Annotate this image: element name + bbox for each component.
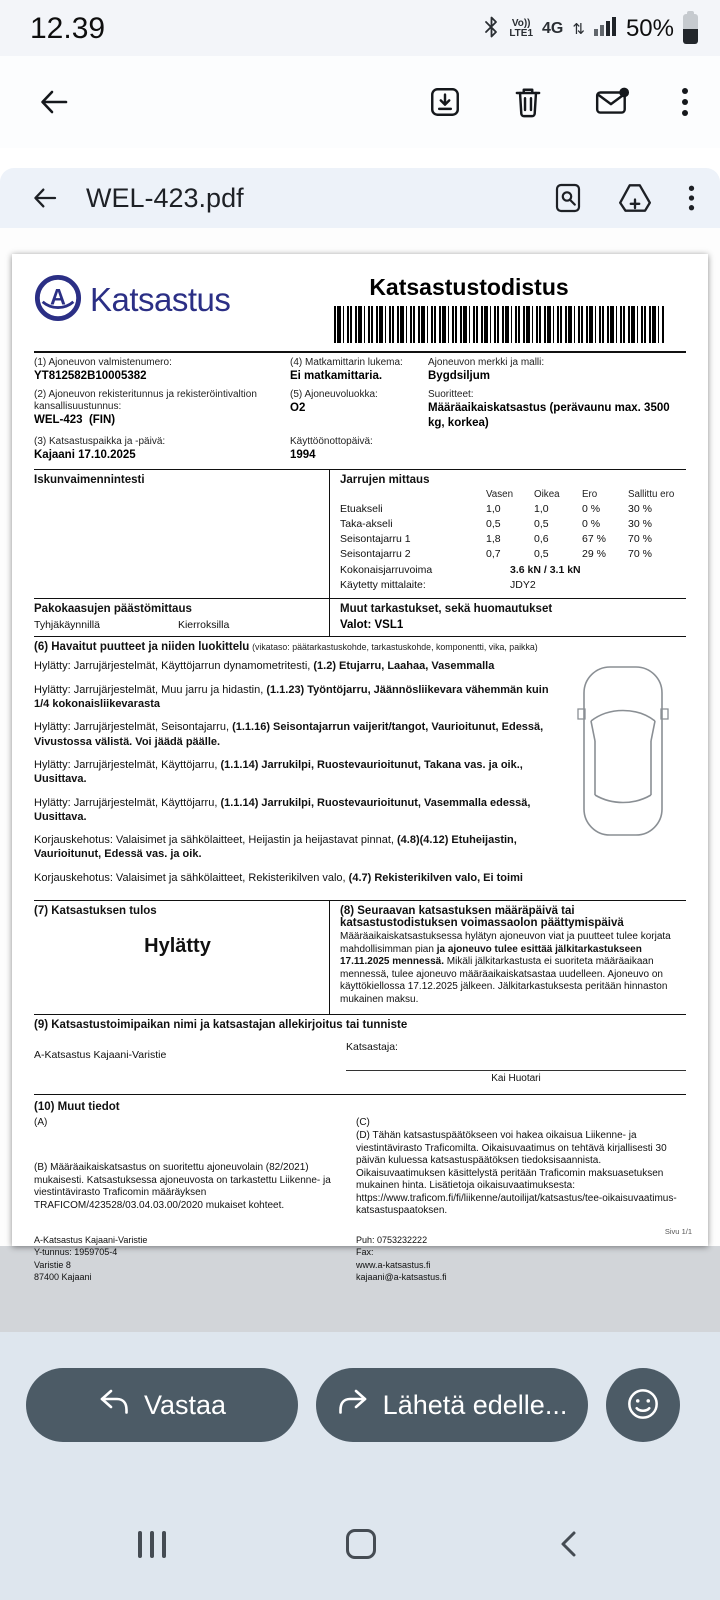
nav-back-button[interactable]	[556, 1529, 582, 1559]
car-diagram	[564, 659, 686, 894]
other-info-title: (10) Muut tiedot	[34, 1101, 120, 1114]
brake-cell: 29 %	[582, 548, 606, 561]
svg-text:A: A	[50, 284, 66, 310]
mail-unread-button[interactable]	[594, 86, 630, 118]
clock: 12.39	[30, 12, 106, 45]
field-label: (5) Ajoneuvoluokka:	[290, 389, 378, 401]
bluetooth-icon	[483, 15, 500, 44]
pdf-toolbar	[0, 168, 720, 228]
delete-button[interactable]	[512, 85, 544, 119]
reply-label: Vastaa	[143, 1389, 227, 1420]
brake-cell: 1,8	[486, 533, 501, 546]
shock-test-title: Iskunvaimennintesti	[34, 473, 145, 486]
emissions-section	[34, 599, 686, 637]
defects-section	[34, 637, 686, 901]
signature-line	[346, 1053, 686, 1071]
revs-label: Kierroksilla	[177, 619, 230, 632]
brake-cell: 30 %	[628, 502, 652, 515]
defect-item: Hylätty: Jarrujärjestelmät, Käyttöjarru, (1.1.14) Jarrukilpi, Ruostevaurioitunut, Vasemmalla edessä, Uusittava.	[34, 796, 531, 823]
place-date-value: Kajaani 17.10.2025	[34, 449, 136, 462]
brake-cell: 67 %	[582, 533, 606, 546]
brake-cell: 0 %	[582, 517, 601, 530]
brake-cell: 0,5	[534, 548, 549, 561]
network-type: 4G	[542, 20, 564, 37]
download-button[interactable]	[428, 85, 462, 119]
barcode	[334, 306, 664, 343]
brake-cell: 1,0	[486, 502, 501, 515]
brake-cell: 0,5	[534, 517, 549, 530]
inspection-result: Hylätty	[144, 935, 211, 958]
brake-section	[34, 470, 686, 600]
brand-name: Katsastus	[90, 280, 231, 318]
service-value: Määräaikaiskatsastus (perävaunu max. 3500 kg, korkea)	[428, 402, 673, 429]
result-title: (7) Katsastuksen tulos	[34, 905, 157, 918]
make-value: Bygdsiljum	[428, 370, 490, 382]
find-in-page-button[interactable]	[553, 182, 583, 214]
pdf-more-button[interactable]	[687, 183, 696, 213]
footer-line: Varistie 8	[34, 1259, 71, 1270]
defect-item: Hylätty: Jarrujärjestelmät, Muu jarru ja hidastin, (1.1.23) Työntöjarru, Jäännösliikevara vähemmän kuin 1/4 kokonaisliikevarasta	[34, 683, 549, 711]
brake-cell: 70 %	[628, 533, 652, 546]
bottom-action-sheet	[0, 1332, 720, 1600]
note-c: (C)	[356, 1117, 370, 1129]
footer-line: Fax:	[356, 1247, 374, 1258]
brake-col-header: Vasen	[486, 488, 514, 500]
document-title: Katsastustodistus	[369, 274, 569, 300]
field-label: (4) Matkamittarin lukema:	[290, 357, 403, 368]
volte-indicator: Vo)) LTE1	[509, 18, 534, 39]
brake-cell: 0,7	[486, 548, 501, 561]
other-info-section	[34, 1095, 686, 1218]
total-brake-label: Kokonaisjarruvoima	[340, 563, 433, 576]
brake-cell: 0,5	[486, 517, 501, 530]
next-inspection-title: (8) Seuraavan katsastuksen määräpäivä tai katsastustodistuksen voimassaolon päättymispäivä	[340, 905, 624, 930]
brake-measure-title: Jarrujen mittaus	[340, 473, 430, 486]
forward-icon	[337, 1387, 369, 1424]
data-arrows-icon: ⇅	[572, 21, 585, 38]
field-label: Suoritteet:	[428, 389, 474, 401]
document-footer	[34, 1234, 686, 1284]
field-label: (2) Ajoneuvon rekisteritunnus ja rekisteröintivaltion kansallisuustunnus:	[34, 389, 257, 413]
device-label: Käytetty mittalaite:	[340, 579, 426, 592]
note-b: (B) Määräaikaiskatsastus on suoritettu ajoneuvolain (82/2021) mukaisesti. Katsastuksessa ajoneuvosta on tarkastettu Liikenne- ja viestintävirasto Traficomin määräyksen TRAFICOM/423528/03.04.03.00/2020 mukaiset kohteet.	[34, 1162, 331, 1211]
brake-cell: 1,0	[534, 502, 549, 515]
navigation-bar	[0, 1488, 720, 1600]
field-label: (3) Katsastuspaikka ja -päivä:	[34, 436, 166, 448]
field-label: (1) Ajoneuvon valmistenumero:	[34, 357, 172, 368]
footer-line: Y-tunnus: 1959705-4	[34, 1247, 118, 1258]
reply-icon	[98, 1387, 130, 1424]
emissions-title: Pakokaasujen päästömittaus	[34, 603, 192, 616]
defect-item: Hylätty: Jarrujärjestelmät, Käyttöjarru, (1.1.14) Jarrukilpi, Ruostevaurioitunut, Takana vas. ja oik., Uusittava.	[34, 758, 523, 786]
defect-item: Korjauskehotus: Valaisimet ja sähkölaitteet, Heijastin ja heijastavat pinnat, (4.8)(4.12) Etuheijastin, Vaurioitunut, Edessä vas. ja oik.	[34, 834, 517, 861]
signature-section	[34, 1015, 686, 1095]
emoji-icon	[622, 1383, 664, 1428]
forward-button[interactable]	[316, 1368, 588, 1442]
inspector-label: Katsastaja:	[346, 1041, 398, 1054]
defects-title: (6) Havaitut puutteet ja niiden luokittelu	[34, 641, 250, 654]
document-header	[34, 274, 686, 353]
brake-col-header: Oikea	[534, 488, 560, 500]
result-section	[34, 901, 686, 1015]
signal-bars-icon	[594, 15, 617, 43]
odometer-value: Ei matkamittaria.	[290, 370, 383, 382]
note-d: (D) Tähän katsastuspäätökseen voi hakea oikaisua Liikenne- ja viestintävirasto Traficomilta. Oikaisuvaatimus on tehtävä kirjallisesti 30 päivän kuluessa katsastuspäätöksen tiedoksisaannista. Oikaisuvaatimuksen käsittelystä peritään Traficomin maksuasetuksen mukainen hinta. Lisätietoja oikaisuvaatimuksesta: https://www.traficom.fi/fi/liikenne/autoilijat/katsastus/tee-oikaisuvaatimus-katsastuspaatoksen.	[356, 1130, 677, 1217]
footer-line: 87400 Kajaani	[34, 1272, 92, 1283]
other-checks-title: Muut tarkastukset, sekä huomautukset	[340, 603, 553, 616]
katsastus-logo-icon	[34, 274, 82, 325]
station-name: A-Katsastus Kajaani-Varistie	[34, 1049, 167, 1062]
device-value: JDY2	[510, 579, 536, 592]
vin-value: YT812582B10005382	[34, 370, 147, 382]
footer-line: Puh: 0753232222	[356, 1234, 428, 1245]
brake-table	[340, 488, 686, 563]
first-use-value: 1994	[290, 449, 316, 462]
brake-cell: 70 %	[628, 548, 652, 561]
total-brake-value: 3.6 kN / 3.1 kN	[510, 563, 581, 576]
brake-col-header: Ero	[582, 488, 598, 500]
field-label: Käyttöönottopäivä:	[290, 436, 373, 448]
pdf-back-button[interactable]	[30, 183, 60, 213]
brake-row-label: Taka-akseli	[340, 517, 393, 530]
battery-percent: 50%	[625, 15, 674, 42]
brake-col-header: Sallittu ero	[628, 488, 675, 500]
pdf-page	[12, 254, 708, 1283]
footer-line: A-Katsastus Kajaani-Varistie	[34, 1234, 148, 1245]
idle-label: Tyhjäkäynnillä	[34, 619, 100, 632]
field-label: Ajoneuvon merkki ja malli:	[428, 357, 545, 368]
lights-value: Valot: VSL1	[340, 619, 404, 632]
status-bar	[0, 0, 720, 56]
home-button[interactable]	[346, 1529, 376, 1559]
reply-button[interactable]	[26, 1368, 298, 1442]
emoji-button[interactable]	[606, 1368, 680, 1442]
page-number: Sivu 1/1	[664, 1227, 692, 1236]
brake-row-label: Etuakseli	[340, 502, 383, 515]
defect-item: Hylätty: Jarrujärjestelmät, Seisontajarru, (1.1.16) Seisontajarrun vaijerit/tangot, Vaurioitunut, Edessä, Vivustossa välistä. Voi jäädä päälle.	[34, 721, 544, 748]
defect-item: Korjauskehotus: Valaisimet ja sähkölaitteet, Rekisterikilven valo, (4.7) Rekisterikilven valo, Ei toimi	[34, 871, 523, 884]
forward-label: Lähetä edelle...	[382, 1389, 568, 1420]
brake-cell: 0,6	[534, 533, 549, 546]
footer-line: kajaani@a-katsastus.fi	[356, 1272, 447, 1283]
signature-title: (9) Katsastustoimipaikan nimi ja katsastajan allekirjoitus tai tunniste	[34, 1019, 408, 1032]
back-button[interactable]	[36, 84, 72, 120]
brake-cell: 30 %	[628, 517, 652, 530]
more-options-button[interactable]	[680, 85, 690, 119]
defects-subtitle: (vikataso: päätarkastuskohde, tarkastuskohde, komponentti, vika, paikka)	[252, 642, 538, 653]
defect-item: Hylätty: Jarrujärjestelmät, Käyttöjarrun dynamometritesti, (1.2) Etujarru, Laahaa, Vasemmalla	[34, 660, 495, 673]
pdf-viewer[interactable]	[0, 228, 720, 1283]
toolbar-gap	[0, 148, 720, 168]
next-inspection-text: Määräaikaiskatsastuksessa hylätyn ajoneuvon viat ja puutteet tulee korjata mahdollisimman pian ja ajoneuvo tulee esittää jälkitarkastukseen 17.11.2025 mennessä. Mikäli jälkitarkastusta ei suoriteta määräaikaan mennessä, tulee ajoneuvo määräaikaiskatsastaa uudelleen. Ajoneuvo on käyttökiellossa 17.12.2025 jälkeen. Jälkitarkastuksesta peritään hinnaston mukainen maksu.	[340, 931, 671, 1005]
brake-row-label: Seisontajarru 1	[340, 533, 411, 546]
battery-icon	[683, 14, 698, 44]
pdf-filename: WEL-423.pdf	[86, 182, 244, 213]
brake-cell: 0 %	[582, 502, 601, 515]
footer-line: www.a-katsastus.fi	[356, 1259, 431, 1270]
add-to-drive-button[interactable]	[617, 182, 653, 214]
registration-value: WEL-423 (FIN)	[34, 414, 116, 427]
email-toolbar	[0, 56, 720, 148]
recents-button[interactable]	[138, 1531, 166, 1558]
brake-row-label: Seisontajarru 2	[340, 548, 411, 561]
class-value: O2	[290, 402, 306, 415]
inspector-name: Kai Huotari	[491, 1073, 541, 1085]
vehicle-info-grid	[34, 353, 686, 470]
note-a: (A)	[34, 1117, 48, 1129]
